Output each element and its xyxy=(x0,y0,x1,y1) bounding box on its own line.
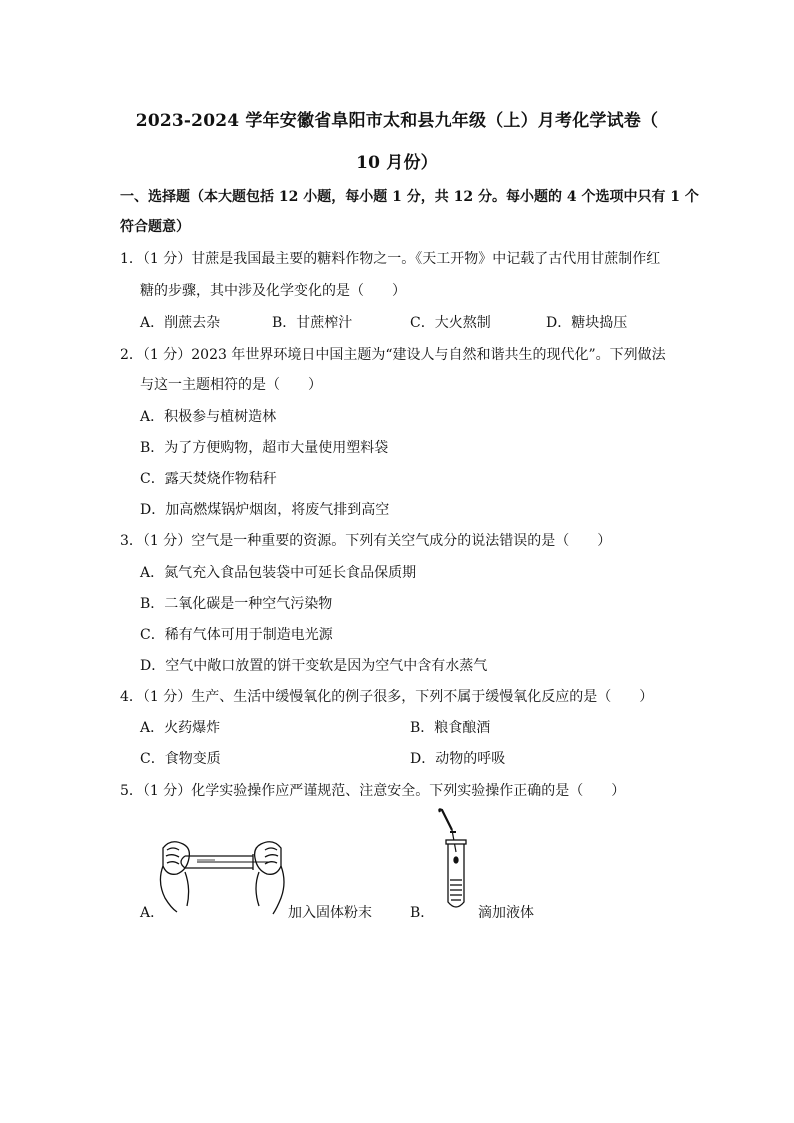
question-2-option-d[interactable]: D．加高燃煤锅炉烟囱，将废气排到高空 xyxy=(140,502,390,518)
question-4-option-b[interactable]: B．粮食酿酒 xyxy=(410,720,491,736)
question-2-line2: 与这一主题相符的是（ ） xyxy=(140,377,322,393)
question-3-line1: 3．（1 分）空气是一种重要的资源。下列有关空气成分的说法错误的是（ ） xyxy=(120,533,612,549)
question-5-option-a-caption: 加入固体粉末 xyxy=(288,905,372,921)
question-4-option-d[interactable]: D．动物的呼吸 xyxy=(410,751,506,767)
question-3-option-b[interactable]: B．二氧化碳是一种空气污染物 xyxy=(140,596,333,612)
question-4-option-c[interactable]: C．食物变质 xyxy=(140,751,221,767)
section-heading-line1: 一、选择题（本大题包括 12 小题，每小题 1 分，共 12 分。每小题的 4 个选项中只有 1 个 xyxy=(120,189,699,205)
test-tube-powder-illustration xyxy=(157,836,287,916)
question-1-line1: 1．（1 分）甘蔗是我国最主要的糖料作物之一。《天工开物》中记载了古代用甘蔗制作红 xyxy=(120,251,661,267)
question-5-option-a[interactable]: A． xyxy=(140,905,165,921)
question-1-option-b[interactable]: B．甘蔗榨汁 xyxy=(272,315,353,331)
question-3-option-c[interactable]: C．稀有气体可用于制造电光源 xyxy=(140,627,333,643)
question-5-option-b[interactable]: B． xyxy=(410,905,435,921)
question-1-option-d[interactable]: D．糖块捣压 xyxy=(546,315,628,331)
question-3-option-a[interactable]: A．氮气充入食品包装袋中可延长食品保质期 xyxy=(140,565,417,581)
question-2-option-a[interactable]: A．积极参与植树造林 xyxy=(140,409,277,425)
question-3-option-d[interactable]: D．空气中敞口放置的饼干变软是因为空气中含有水蒸气 xyxy=(140,658,488,674)
exam-title-line2: 10 月份） xyxy=(356,153,438,173)
question-2-option-b[interactable]: B．为了方便购物，超市大量使用塑料袋 xyxy=(140,440,389,456)
question-4-line1: 4．（1 分）生产、生活中缓慢氧化的例子很多，下列不属于缓慢氧化反应的是（ ） xyxy=(120,689,654,705)
question-1-line2: 糖的步骤，其中涉及化学变化的是（ ） xyxy=(140,283,406,299)
section-heading-line2: 符合题意） xyxy=(120,219,190,235)
question-2-option-c[interactable]: C．露天焚烧作物秸秆 xyxy=(140,471,277,487)
question-2-line1: 2．（1 分）2023 年世界环境日中国主题为“建设人与自然和谐共生的现代化”。下列做法 xyxy=(120,347,666,363)
question-5-line1: 5．（1 分）化学实验操作应严谨规范、注意安全。下列实验操作正确的是（ ） xyxy=(120,783,626,799)
question-1-option-c[interactable]: C．大火熬制 xyxy=(410,315,491,331)
dropper-test-tube-illustration xyxy=(436,808,476,918)
question-4-option-a[interactable]: A．火药爆炸 xyxy=(140,720,221,736)
exam-title-line1: 2023-2024 学年安徽省阜阳市太和县九年级（上）月考化学试卷（ xyxy=(135,111,659,131)
question-1-option-a[interactable]: A．削蔗去杂 xyxy=(140,315,221,331)
question-5-option-b-caption: 滴加液体 xyxy=(478,905,534,921)
